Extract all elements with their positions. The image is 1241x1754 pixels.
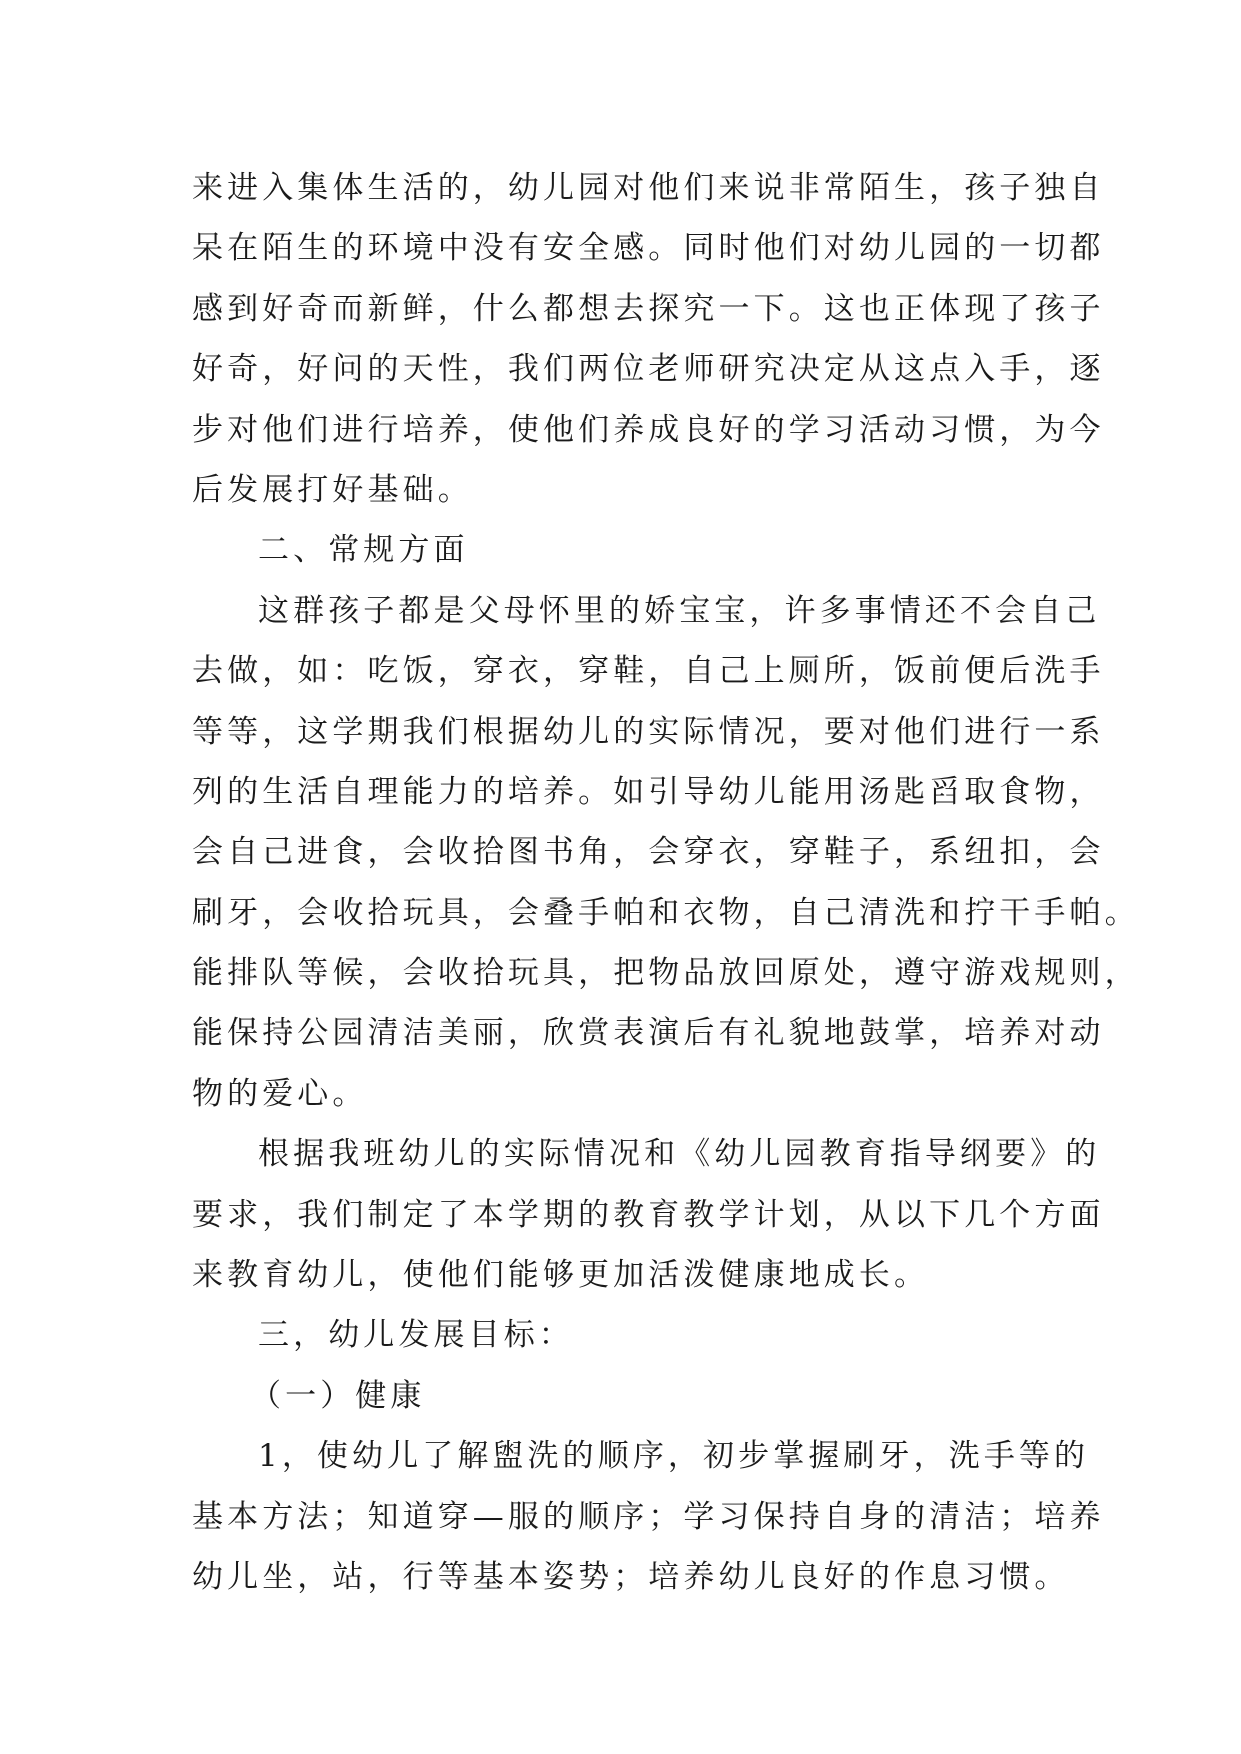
section-heading-routine: 二、常规方面 [258, 532, 469, 569]
paragraph-line: 1，使幼儿了解盥洗的顺序，初步掌握刷牙，洗手等的 [258, 1438, 1090, 1475]
paragraph-line: 这群孩子都是父母怀里的娇宝宝，许多事情还不会自己 [258, 592, 1101, 629]
paragraph-line: 等等，这学期我们根据幼儿的实际情况，要对他们进行一系 [192, 713, 1105, 750]
paragraph-line: 呆在陌生的环境中没有安全感。同时他们对幼儿园的一切都 [192, 230, 1105, 267]
paragraph-line: 幼儿坐，站，行等基本姿势；培养幼儿良好的作息习惯。 [192, 1558, 1070, 1595]
paragraph-line: 能保持公园清洁美丽，欣赏表演后有礼貌地鼓掌，培养对动 [192, 1015, 1105, 1052]
paragraph-line: 来进入集体生活的，幼儿园对他们来说非常陌生，孩子独自 [192, 170, 1105, 206]
subsection-heading-health: （一）健康 [250, 1377, 426, 1414]
paragraph-line: 步对他们进行培养，使他们养成良好的学习活动习惯，为今 [192, 411, 1105, 448]
paragraph-line: 能排队等候，会收拾玩具，把物品放回原处，遵守游戏规则， [192, 955, 1140, 992]
paragraph-line: 列的生活自理能力的培养。如引导幼儿能用汤匙舀取食物， [192, 773, 1105, 810]
section-heading-goals: 三，幼儿发展目标： [258, 1317, 574, 1354]
paragraph-line: 要求，我们制定了本学期的教育教学计划，从以下几个方面 [192, 1196, 1105, 1233]
paragraph-line: 物的爱心。 [192, 1075, 368, 1112]
paragraph-line: 会自己进食，会收拾图书角，会穿衣，穿鞋子，系纽扣，会 [192, 834, 1105, 871]
paragraph-line: 后发展打好基础。 [192, 471, 473, 508]
paragraph-line: 基本方法；知道穿—服的顺序；学习保持自身的清洁；培养 [192, 1498, 1105, 1535]
paragraph-line: 好奇，好问的天性，我们两位老师研究决定从这点入手，逐 [192, 351, 1105, 388]
paragraph-line: 去做，如：吃饭，穿衣，穿鞋，自己上厕所，饭前便后洗手 [192, 653, 1105, 690]
paragraph-line: 感到好奇而新鲜，什么都想去探究一下。这也正体现了孩子 [192, 290, 1105, 327]
paragraph-line: 根据我班幼儿的实际情况和《幼儿园教育指导纲要》的 [258, 1136, 1101, 1173]
paragraph-line: 来教育幼儿，使他们能够更加活泼健康地成长。 [192, 1257, 930, 1294]
document-body [192, 158, 1140, 1607]
paragraph-line: 刷牙，会收拾玩具，会叠手帕和衣物，自己清洗和拧干手帕。 [192, 894, 1140, 931]
